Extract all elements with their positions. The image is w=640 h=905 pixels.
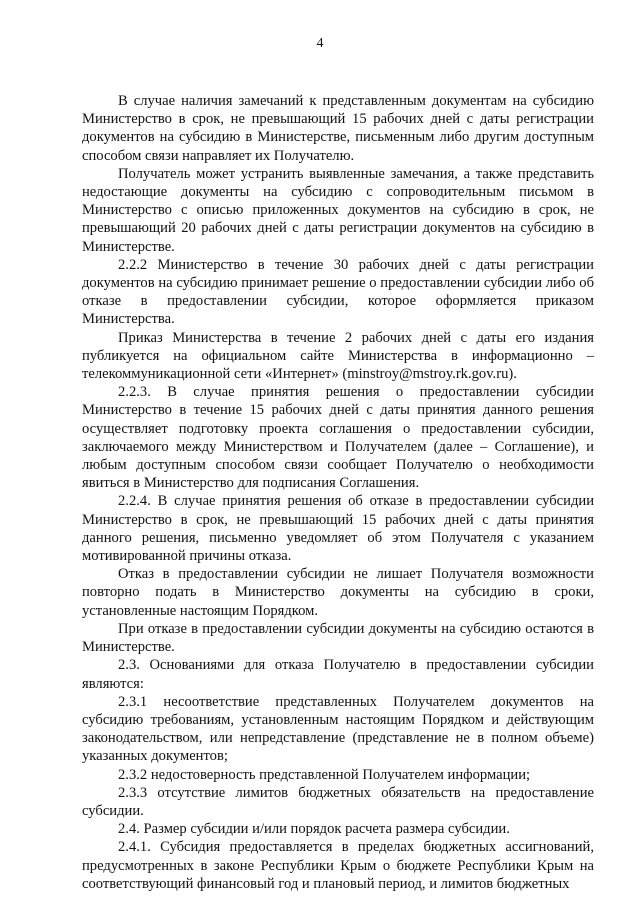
paragraph-2-2-3: 2.2.3. В случае принятия решения о предоставлении субсидии Министерство в течение 15 рабочих дней с даты принятия данного решения осуществляет подготовку проекта соглашения о предоставлении субсидии, заключаемого между Министерством и Получателем (далее – Соглашение), и любым доступным способом связи сообщает Получателю о необходимости явиться в Министерство для подписания Соглашения. [82,384,594,492]
paragraph-refusal-documents: При отказе в предоставлении субсидии документы на субсидию остаются в Министерстве. [82,620,594,656]
paragraph-2-4: 2.4. Размер субсидии и/или порядок расчета размера субсидии. [118,821,510,838]
paragraph-refusal-resubmit: Отказ в предоставлении субсидии не лишает Получателя возможности повторно подать в Министерство документы на субсидию в сроки, установленные настоящим Порядком. [82,566,594,619]
paragraph-2-2-4: 2.2.4. В случае принятия решения об отказе в предоставлении субсидии Министерство в срок, не превышающий 15 рабочих дней с даты принятия данного решения, письменно уведомляет об этом Получателя с указанием мотивированной причины отказа. [82,493,594,565]
page-number: 4 [316,36,324,51]
paragraph-2-3-3: 2.3.3 отсутствие лимитов бюджетных обязательств на предоставление субсидии. [82,784,594,819]
document-body [82,92,594,893]
paragraph-order-publication: Приказ Министерства в течение 2 рабочих дней с даты его издания публикуется на официальном сайте Министерства в информационно – телекоммуникационной сети «Интернет» (minstroy@mstroy.rk.gov.ru). [82,329,594,383]
paragraph-remarks-correction: Получатель может устранить выявленные замечания, а также представить недостающие документы на субсидию с сопроводительным письмом в Министерство с описью приложенных документов на субсидию в срок, не превышающий 20 рабочих дней с даты регистрации документов на субсидию в Министерстве. [82,165,594,255]
paragraph-2-4-1: 2.4.1. Субсидия предоставляется в пределах бюджетных ассигнований, предусмотренных в законе Республики Крым о бюджете Республики Крым на соответствующий финансовый год и плановый период, и лимитов бюджетных [82,839,594,892]
paragraph-2-3-1: 2.3.1 несоответствие представленных Получателем документов на субсидию требованиям, установленным настоящим Порядком и действующим законодательством, или непредставление (представление не в полном объеме) указанных документов; [82,693,594,765]
paragraph-2-3: 2.3. Основаниями для отказа Получателю в предоставлении субсидии являются: [82,657,594,692]
paragraph-2-2-2: 2.2.2 Министерство в течение 30 рабочих дней с даты регистрации документов на субсидию принимает решение о предоставлении субсидии либо об отказе в предоставлении субсидии, которое оформляется приказом Министерства. [82,256,594,328]
paragraph-remarks-notice: В случае наличия замечаний к представленным документам на субсидию Министерство в срок, не превышающий 15 рабочих дней с даты регистрации документов на субсидию в Министерстве, письменным либо другим доступным способом связи направляет их Получателю. [82,93,594,164]
paragraph-2-3-2: 2.3.2 недостоверность представленной Получателем информации; [118,766,531,783]
